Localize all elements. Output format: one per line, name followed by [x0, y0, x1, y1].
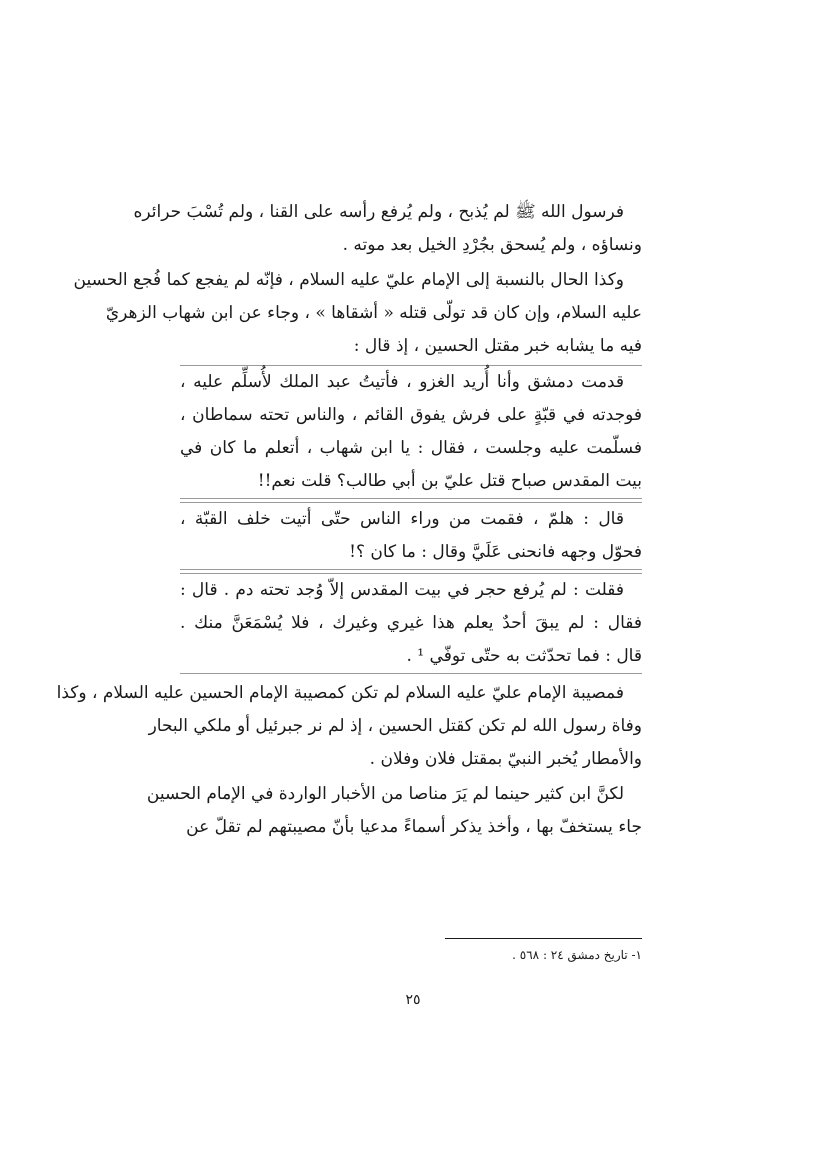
quoted-passage — [180, 365, 642, 499]
paragraph — [146, 778, 642, 844]
text-line: فرسول الله ﷺ لم يُذبح ، ولم يُرفع رأسه على القنا ، ولم تُسْبَ حرائره — [133, 202, 624, 222]
text-line: فمصيبة الإمام عليّ عليه السلام لم تكن كمصيبة الإمام الحسين عليه السلام ، وكذا — [56, 683, 624, 703]
text-line: عليه السلام، وإن كان قد تولّى قتله « أشقاها » ، وجاء عن ابن شهاب الزهريّ — [105, 303, 642, 323]
footnote-divider — [445, 938, 642, 939]
text-line: وكذا الحال بالنسبة إلى الإمام عليّ عليه السلام ، فإنّه لم يفجع كما فُجع الحسين — [73, 270, 624, 290]
quoted-passage — [180, 502, 642, 570]
footnote: ١- تاريخ دمشق ٢٤ : ٥٦٨ . — [512, 948, 642, 962]
quoted-passage — [180, 573, 642, 674]
text-line: والأمطار يُخبر النبيّ بمقتل فلان وفلان . — [369, 749, 642, 769]
text-line: لكنَّ ابن كثير حينما لم يَرَ مناصا من الأخبار الواردة في الإمام الحسين — [146, 784, 624, 804]
text-line: فوجدته في قبّةٍ على فرش يفوق القائم ، والناس تحته سماطان ، — [180, 405, 642, 425]
body-text — [56, 196, 642, 844]
text-line: فقال : لم يبقَ أحدٌ يعلم هذا غيري وغيرك ، فلا يُسْمَعَنَّ منك . — [180, 613, 642, 633]
text-line: بيت المقدس صباح قتل عليّ بن أبي طالب؟ قلت نعم!! — [257, 471, 642, 491]
text-line: ونساؤه ، ولم يُسحق بجُرْدِ الخيل بعد موته . — [342, 235, 642, 255]
text-line: فقلت : لم يُرفع حجر في بيت المقدس إلاّ وُجد تحته دم . قال : — [180, 580, 624, 600]
text-line: فيه ما يشابه خبر مقتل الحسين ، إذ قال : — [353, 336, 642, 356]
text-line: قال : فما تحدّثت به حتّى توفّي ¹ . — [406, 646, 642, 666]
paragraph — [73, 264, 642, 363]
paragraph — [133, 196, 642, 262]
page-number: ٢٥ — [405, 992, 421, 1008]
text-line: وفاة رسول الله لم تكن كقتل الحسين ، إذ لم نر جبرئيل أو ملكي البحار — [148, 716, 642, 736]
text-line: جاء يستخفّ بها ، وأخذ يذكر أسماءً مدعيا بأنّ مصيبتهم لم تقلّ عن — [186, 817, 642, 837]
text-line: قدمت دمشق وأنا أُريد الغزو ، فأتيتُ عبد الملك لأُسلِّم عليه ، — [180, 372, 624, 392]
paragraph — [56, 677, 642, 776]
text-line: فحوّل وجهه فانحنى عَلَيَّ وقال : ما كان ؟! — [349, 542, 642, 562]
text-line: فسلّمت عليه وجلست ، فقال : يا ابن شهاب ، أتعلم ما كان في — [180, 438, 642, 458]
text-line: قال : هلمّ ، فقمت من وراء الناس حتّى أتيت خلف القبّة ، — [180, 509, 624, 529]
